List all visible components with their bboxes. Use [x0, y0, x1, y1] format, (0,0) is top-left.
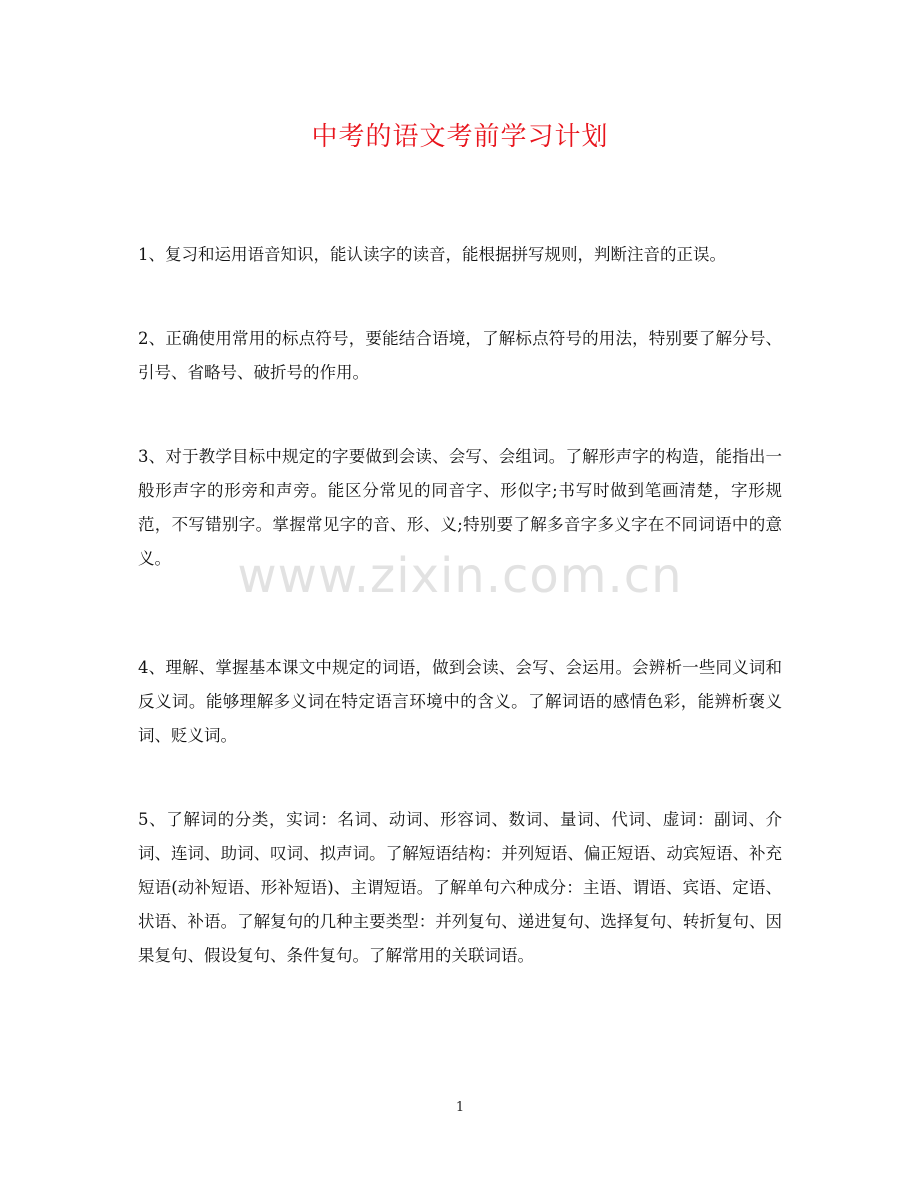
paragraph-2: 2、正确使用常用的标点符号，要能结合语境，了解标点符号的用法，特别要了解分号、引号、省略号、破折号的作用。	[138, 329, 782, 382]
watermark: www.zixin.com.cn	[237, 548, 683, 604]
paragraph-1: 1、复习和运用语音知识，能认读字的读音，能根据拼写规则，判断注音的正误。	[138, 245, 726, 264]
paragraph-4: 4、理解、掌握基本课文中规定的词语，做到会读、会写、会运用。会辨析一些同义词和反义词。能够理解多义词在特定语言环境中的含义。了解词语的感情色彩，能辨析褒义词、贬义词。	[138, 658, 782, 745]
document-title: 中考的语文考前学习计划	[311, 122, 609, 152]
paragraph-5: 5、了解词的分类，实词：名词、动词、形容词、数词、量词、代词、虚词：副词、介词、连词、助词、叹词、拟声词。了解短语结构：并列短语、偏正短语、动宾短语、补充短语(动补短语、形补短语)、主谓短语。了解单句六种成分：主语、谓语、宾语、定语、状语、补语。了解复句的几种主要类型：并列复句、递进复句、选择复句、转折复句、因果复句、假设复句、条件复句。了解常用的关联词语。	[138, 810, 782, 965]
paragraph-3: 3、对于教学目标中规定的字要做到会读、会写、会组词。了解形声字的构造，能指出一般形声字的形旁和声旁。能区分常见的同音字、形似字;书写时做到笔画清楚，字形规范，不写错别字。掌握常见字的音、形、义;特别要了解多音字多义字在不同词语中的意义。	[138, 447, 782, 568]
page-number: 1	[455, 1100, 465, 1115]
